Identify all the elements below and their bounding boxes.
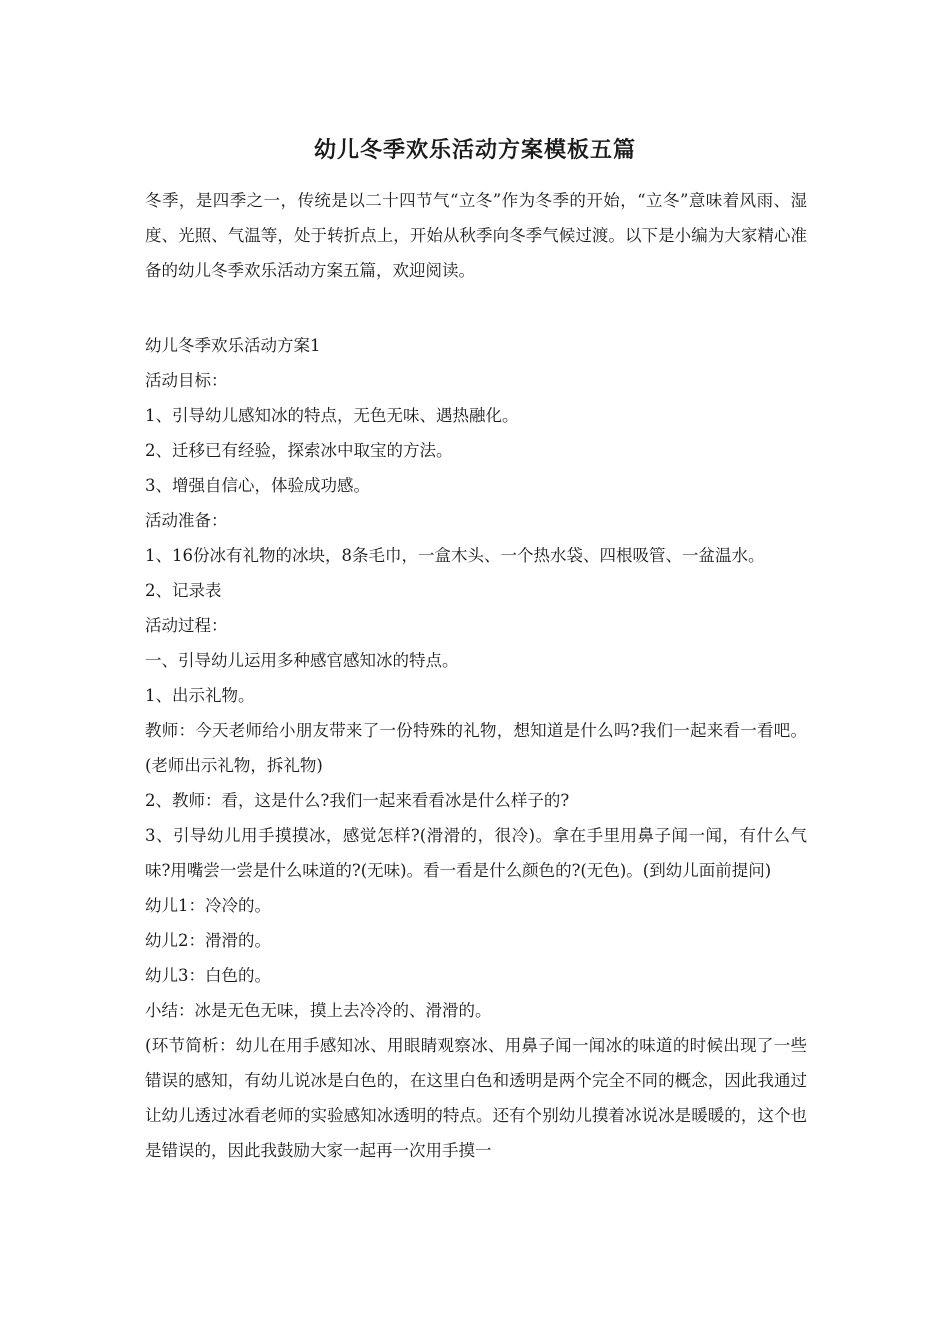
paragraph: 幼儿3：白色的。	[145, 966, 271, 985]
section-heading: 幼儿冬季欢乐活动方案1	[145, 336, 321, 355]
document-title: 幼儿冬季欢乐活动方案模板五篇	[313, 137, 636, 163]
paragraph: 2、记录表	[145, 581, 222, 600]
paragraph: 1、出示礼物。	[145, 686, 255, 705]
paragraph: (环节简析：幼儿在用手感知冰、用眼睛观察冰、用鼻子闻一闻冰的味道的时候出现了一些错误的感知，有幼儿说冰是白色的，在这里白色和透明是两个完全不同的概念，因此我通过让幼儿透过冰看老师的实验感知冰透明的特点。还有个别幼儿摸着冰说冰是暖暖的，这个也是错误的，因此我鼓励大家一起再一次用手摸一	[145, 1036, 807, 1160]
paragraph: 1、引导幼儿感知冰的特点，无色无味、遇热融化。	[145, 406, 519, 425]
paragraph: 活动准备：	[145, 511, 228, 530]
intro-section	[145, 183, 807, 288]
paragraph: 3、增强自信心，体验成功感。	[145, 476, 370, 495]
paragraph: 1、16份冰有礼物的冰块，8条毛巾，一盒木头、一个热水袋、四根吸管、一盆温水。	[145, 546, 765, 565]
paragraph: 2、迁移已有经验，探索冰中取宝的方法。	[145, 441, 453, 460]
paragraph: 教师：今天老师给小朋友带来了一份特殊的礼物，想知道是什么吗?我们一起来看一看吧。(老师出示礼物，拆礼物)	[145, 721, 807, 775]
paragraph: 2、教师：看，这是什么?我们一起来看看冰是什么样子的?	[145, 791, 570, 810]
paragraph: 幼儿1：冷冷的。	[145, 896, 271, 915]
paragraph: 一、引导幼儿运用多种感官感知冰的特点。	[145, 651, 459, 670]
paragraph: 活动过程：	[145, 616, 228, 635]
paragraph: 3、引导幼儿用手摸摸冰，感觉怎样?(滑滑的，很冷)。拿在手里用鼻子闻一闻，有什么气味?用嘴尝一尝是什么味道的?(无味)。看一看是什么颜色的?(无色)。(到幼儿面前提问)	[145, 826, 807, 880]
paragraph: 小结：冰是无色无味，摸上去冷冷的、滑滑的。	[145, 1001, 492, 1020]
intro-paragraph: 冬季，是四季之一，传统是以二十四节气“立冬”作为冬季的开始，“立冬”意味着风雨、湿度、光照、气温等，处于转折点上，开始从秋季向冬季气候过渡。以下是小编为大家精心准备的幼儿冬季欢乐活动方案五篇，欢迎阅读。	[145, 191, 807, 280]
paragraph: 幼儿2：滑滑的。	[145, 931, 271, 950]
document-body	[145, 328, 807, 1168]
paragraph: 活动目标：	[145, 371, 228, 390]
